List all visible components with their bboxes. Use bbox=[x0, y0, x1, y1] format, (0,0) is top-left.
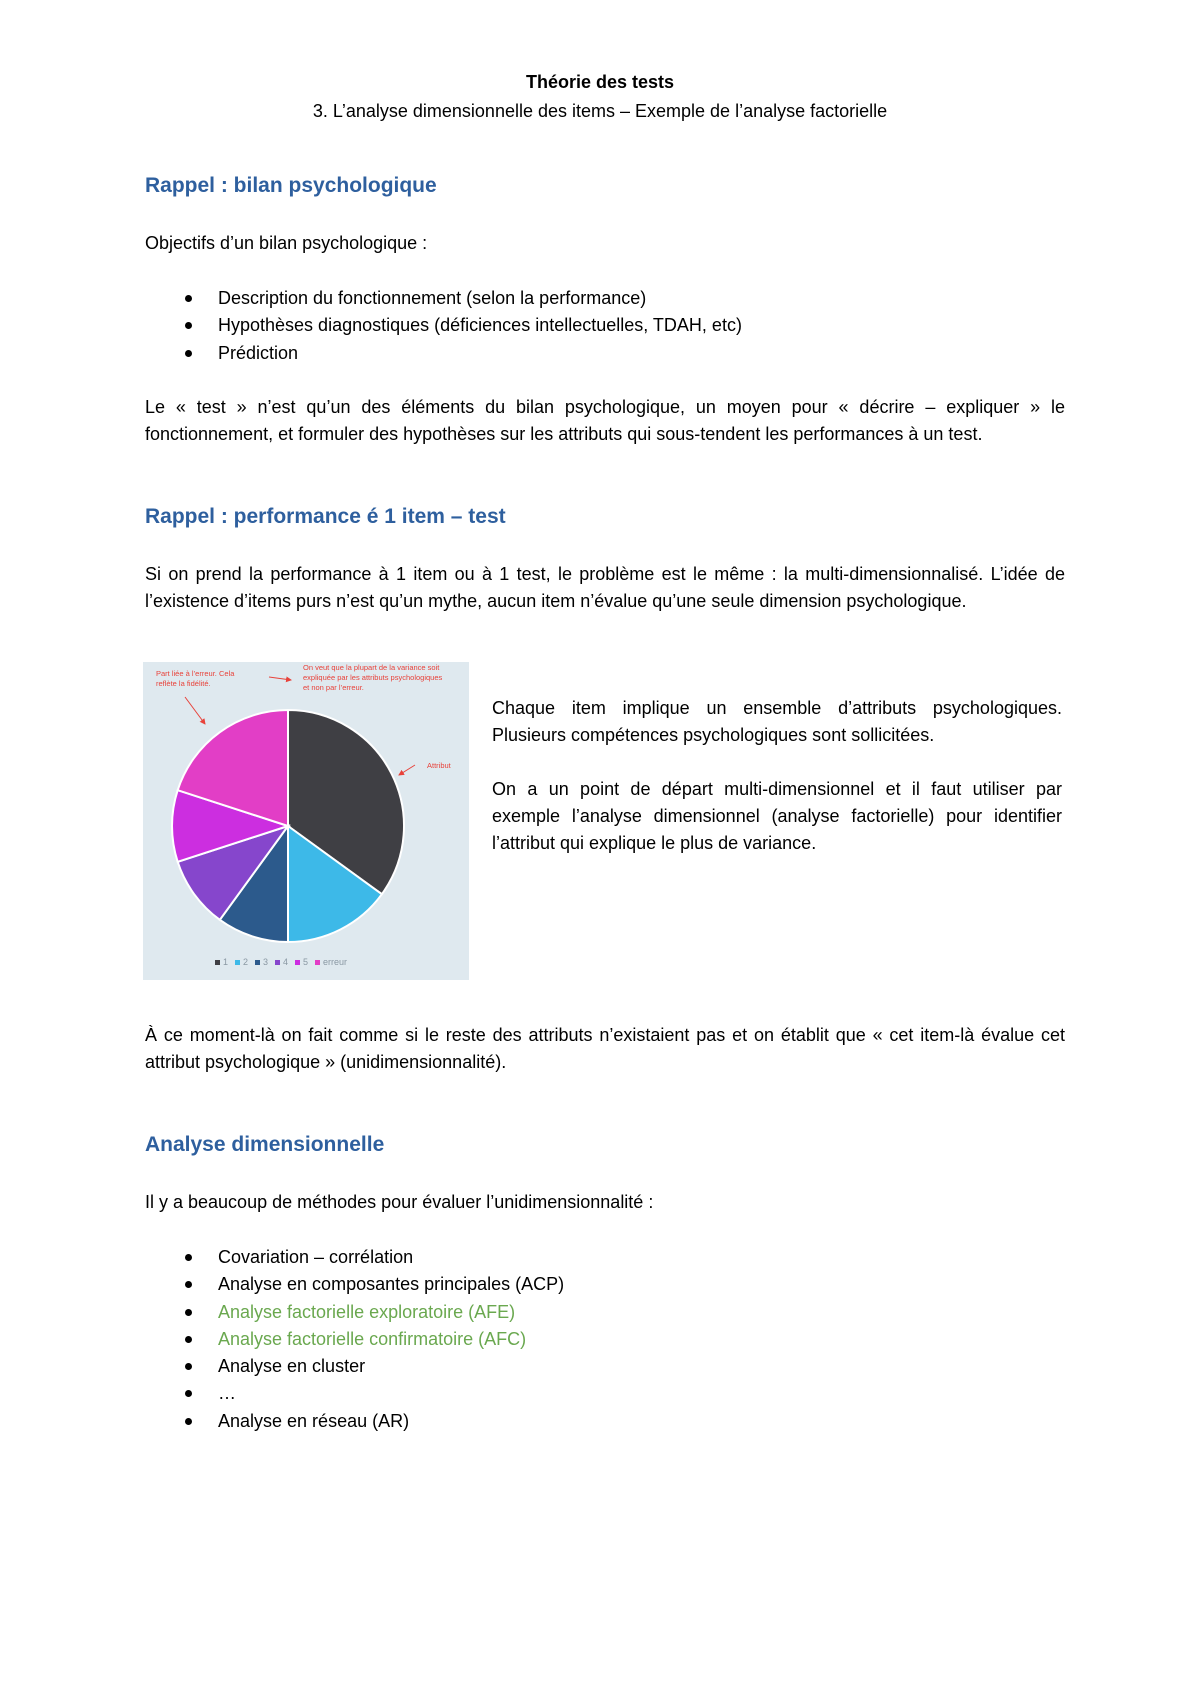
bullet-icon bbox=[185, 322, 192, 329]
legend-label-4: 4 bbox=[283, 957, 289, 967]
legend-label-3: 3 bbox=[263, 957, 269, 967]
unidimensionality-paragraph: À ce moment-là on fait comme si le reste des attributs n’existaient pas et on établit que « cet item-là évalue cet attribut psychologique » (unidimensionnalité). bbox=[145, 1025, 1065, 1072]
legend-swatch-1 bbox=[215, 960, 220, 965]
list-item: Analyse factorielle exploratoire (AFE) bbox=[145, 1299, 1065, 1326]
multidimensional-paragraph: Si on prend la performance à 1 item ou à 1 test, le problème est le même : la multi-dimensionnalisé. L’idée de l’existence d’items purs n’est qu’un mythe, aucun item n’évalue qu’une seule dimension psychologique. bbox=[145, 564, 1065, 611]
annotation-right: On veut que la plupart de la variance soit expliquée par les attributs psychologiques et non par l’erreur. bbox=[303, 663, 443, 692]
legend-swatch-3 bbox=[255, 960, 260, 965]
objectives-intro: Objectifs d’un bilan psychologique : bbox=[145, 233, 428, 253]
section-heading-analyse: Analyse dimensionnelle bbox=[145, 1133, 385, 1156]
pie-chart bbox=[143, 662, 469, 980]
legend-label-1: 1 bbox=[223, 957, 229, 967]
chart-legend bbox=[215, 957, 347, 967]
methods-intro: Il y a beaucoup de méthodes pour évaluer l’unidimensionnalité : bbox=[145, 1192, 654, 1212]
document-title: Théorie des tests bbox=[525, 72, 675, 92]
bullet-icon bbox=[185, 1418, 192, 1425]
annotation-arrow-left bbox=[185, 697, 205, 724]
list-item: Description du fonctionnement (selon la performance) bbox=[145, 285, 1065, 312]
annotation-arrow-attribut bbox=[399, 765, 415, 775]
bullet-icon bbox=[185, 295, 192, 302]
annotation-left: Part liée à l’erreur. Cela reflète la fidélité. bbox=[156, 669, 235, 688]
bullet-icon bbox=[185, 1336, 192, 1343]
bullet-icon bbox=[185, 1281, 192, 1288]
bullet-icon bbox=[185, 1254, 192, 1261]
section-heading-bilan: Rappel : bilan psychologique bbox=[145, 174, 437, 197]
annotation-attribut: Attribut bbox=[427, 761, 451, 770]
attributes-paragraph: Chaque item implique un ensemble d’attributs psychologiques. Plusieurs compétences psychologiques sont sollicitées. bbox=[492, 698, 1062, 745]
list-item: Analyse en cluster bbox=[145, 1353, 1065, 1380]
list-item: Prédiction bbox=[145, 340, 1065, 367]
legend-swatch-2 bbox=[235, 960, 240, 965]
legend-label-2: 2 bbox=[243, 957, 249, 967]
methods-list bbox=[145, 1244, 1065, 1435]
bullet-icon bbox=[185, 1390, 192, 1397]
list-item: Analyse en réseau (AR) bbox=[145, 1408, 1065, 1435]
list-item: … bbox=[145, 1380, 1065, 1407]
legend-swatch-erreur bbox=[315, 960, 320, 965]
list-item: Hypothèses diagnostiques (déficiences intellectuelles, TDAH, etc) bbox=[145, 312, 1065, 339]
list-item: Analyse factorielle confirmatoire (AFC) bbox=[145, 1326, 1065, 1353]
legend-label-5: 5 bbox=[303, 957, 309, 967]
legend-swatch-5 bbox=[295, 960, 300, 965]
bullet-icon bbox=[185, 350, 192, 357]
annotation-arrow-right bbox=[269, 677, 291, 680]
objectives-list bbox=[145, 285, 1065, 367]
list-item: Covariation – corrélation bbox=[145, 1244, 1065, 1271]
document-subtitle: 3. L’analyse dimensionnelle des items – Exemple de l’analyse factorielle bbox=[312, 101, 888, 121]
section-heading-performance: Rappel : performance é 1 item – test bbox=[145, 505, 506, 528]
list-item: Analyse en composantes principales (ACP) bbox=[145, 1271, 1065, 1298]
pie-chart-figure bbox=[143, 662, 469, 980]
analysis-paragraph: On a un point de départ multi-dimensionnel et il faut utiliser par exemple l’analyse dimensionnel (analyse factorielle) pour identifier l’attribut qui explique le plus de variance. bbox=[492, 779, 1062, 853]
bullet-icon bbox=[185, 1363, 192, 1370]
test-paragraph: Le « test » n’est qu’un des éléments du bilan psychologique, un moyen pour « décrire – expliquer » le fonctionnement, et formuler des hypothèses sur les attributs qui sous-tendent les performances à un test. bbox=[145, 397, 1065, 444]
legend-label-erreur: erreur bbox=[323, 957, 348, 967]
legend-swatch-4 bbox=[275, 960, 280, 965]
bullet-icon bbox=[185, 1309, 192, 1316]
